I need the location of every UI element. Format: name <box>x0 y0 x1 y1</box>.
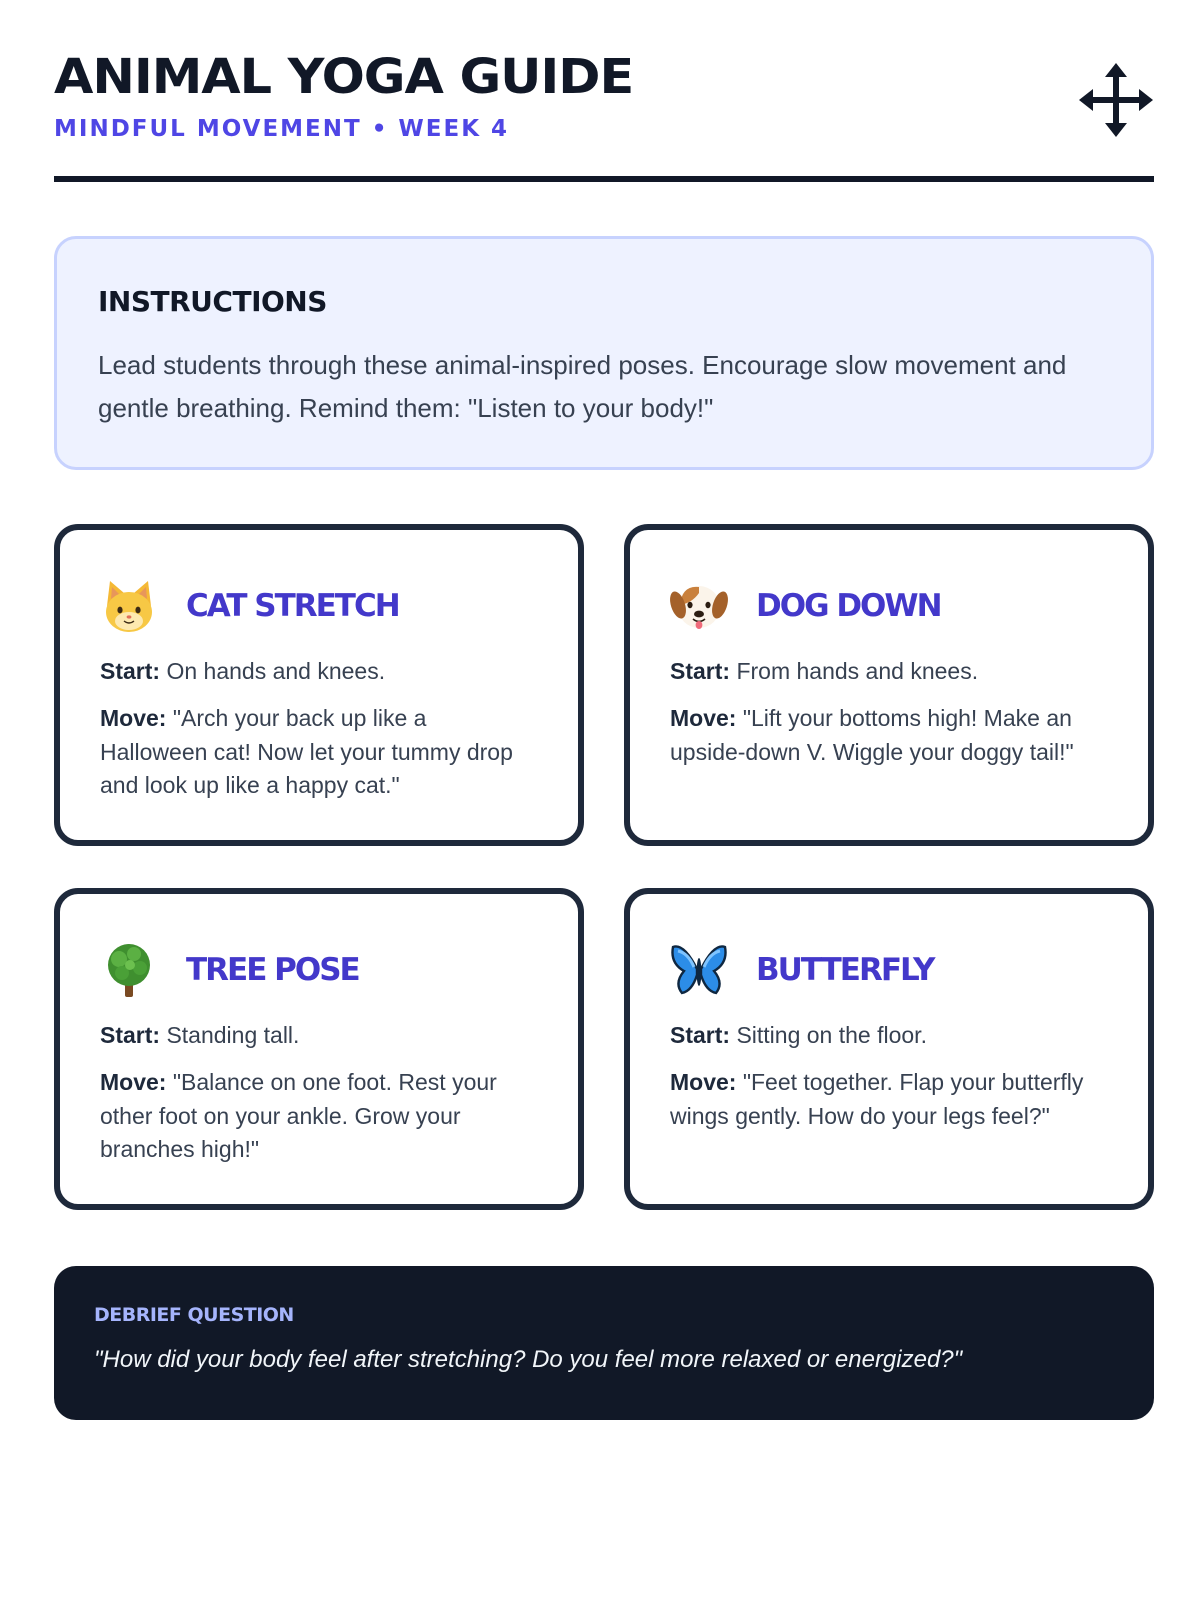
pose-card-header <box>100 574 399 638</box>
pose-start <box>100 1020 540 1050</box>
instructions-box <box>54 236 1154 470</box>
page-header <box>54 50 1154 182</box>
tree-icon <box>100 941 158 999</box>
pose-body <box>670 656 1110 769</box>
pose-title: TREE POSE <box>186 952 359 988</box>
move-text: "Feet together. Flap your butterfly wings gently. How do your legs feel?" <box>670 1069 1084 1129</box>
cat-face-icon <box>100 577 158 635</box>
butterfly-icon <box>670 941 728 999</box>
start-text: Sitting on the floor. <box>736 1022 927 1048</box>
start-label: Start: <box>670 658 731 684</box>
pose-card-butterfly <box>624 888 1154 1210</box>
start-label: Start: <box>100 1022 161 1048</box>
instructions-text: Lead students through these animal-inspired poses. Encourage slow movement and gentle breathing. Remind them: "Listen to your body!" <box>98 350 1067 423</box>
pose-body <box>670 1020 1110 1133</box>
move-text: "Lift your bottoms high! Make an upside-down V. Wiggle your doggy tail!" <box>670 705 1074 765</box>
debrief-box <box>54 1266 1154 1420</box>
start-label: Start: <box>670 1022 731 1048</box>
pose-move <box>100 702 540 803</box>
move-label: Move: <box>670 1069 737 1095</box>
pose-body <box>100 656 540 803</box>
page-title: ANIMAL YOGA GUIDE <box>54 49 634 105</box>
start-label: Start: <box>100 658 161 684</box>
start-text: From hands and knees. <box>736 658 979 684</box>
page-subtitle: MINDFUL MOVEMENT • WEEK 4 <box>54 116 510 142</box>
start-text: On hands and knees. <box>166 658 386 684</box>
pose-title: BUTTERFLY <box>756 952 934 988</box>
move-text: "Balance on one foot. Rest your other foot on your ankle. Grow your branches high!" <box>100 1069 497 1162</box>
pose-card-header <box>100 938 359 1002</box>
pose-move <box>670 702 1110 769</box>
pose-start <box>670 1020 1110 1050</box>
move-arrows-icon[interactable] <box>1078 62 1154 138</box>
debrief-label: DEBRIEF QUESTION <box>94 1304 294 1326</box>
pose-title: DOG DOWN <box>756 588 941 624</box>
move-text: "Arch your back up like a Halloween cat! Now let your tummy drop and look up like a happy cat." <box>100 705 513 798</box>
pose-start <box>670 656 1110 686</box>
debrief-question: "How did your body feel after stretching? Do you feel more relaxed or energized?" <box>94 1346 963 1373</box>
pose-start <box>100 656 540 686</box>
pose-card-dog-down <box>624 524 1154 846</box>
move-label: Move: <box>670 705 737 731</box>
dog-face-icon <box>670 577 728 635</box>
instructions-heading: INSTRUCTIONS <box>98 285 327 318</box>
pose-card-header <box>670 574 941 638</box>
move-label: Move: <box>100 1069 167 1095</box>
start-text: Standing tall. <box>166 1022 300 1048</box>
move-label: Move: <box>100 705 167 731</box>
pose-body <box>100 1020 540 1167</box>
pose-title: CAT STRETCH <box>186 588 399 624</box>
pose-card-header <box>670 938 933 1002</box>
pose-grid <box>54 524 1154 1210</box>
pose-card-cat-stretch <box>54 524 584 846</box>
pose-move <box>670 1066 1110 1133</box>
pose-move <box>100 1066 540 1167</box>
pose-card-tree-pose <box>54 888 584 1210</box>
